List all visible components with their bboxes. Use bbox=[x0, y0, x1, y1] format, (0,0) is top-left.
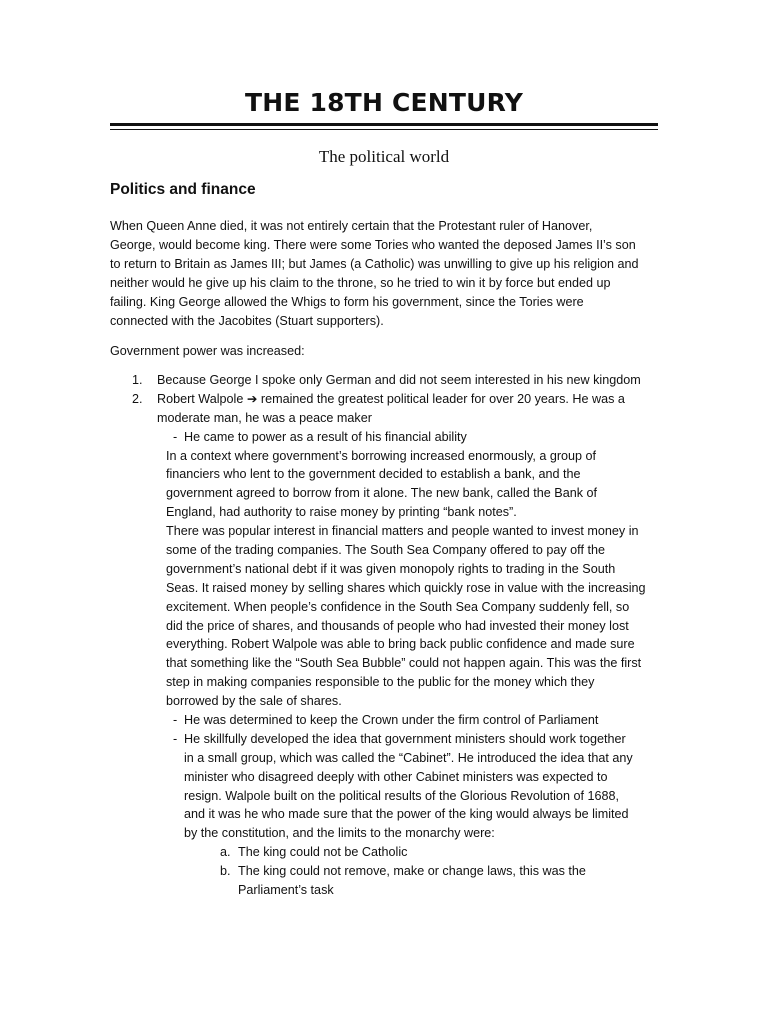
sub-list-label: b. bbox=[220, 864, 231, 879]
dash-item bbox=[110, 428, 670, 447]
sub-list-text: The king could not remove, make or change laws, this was the bbox=[238, 864, 586, 879]
dash-item bbox=[110, 711, 670, 730]
finance-line: did the price of shares, and thousands of people who had invested their money lost bbox=[166, 618, 629, 633]
cabinet-line: in a small group, which was called the “Cabinet”. He introduced the idea that any bbox=[184, 750, 633, 765]
sub-list-text: Parliament’s task bbox=[238, 883, 334, 898]
cabinet-line: and it was he who made sure that the power of the king would always be limited bbox=[184, 807, 629, 822]
list-item-text: moderate man, he was a peace maker bbox=[157, 410, 372, 425]
list-item-continuation bbox=[110, 409, 670, 428]
dash-item-text: He was determined to keep the Crown under the firm control of Parliament bbox=[184, 713, 599, 728]
intro-line: connected with the Jacobites (Stuart supporters). bbox=[110, 313, 384, 328]
cabinet-line: resign. Walpole built on the political results of the Glorious Revolution of 1688, bbox=[184, 788, 619, 803]
sub-list-text: The king could not be Catholic bbox=[238, 845, 408, 860]
cabinet-line: minister who disagreed deeply with other Cabinet ministers was expected to bbox=[184, 769, 608, 784]
title-rule-thin bbox=[110, 129, 658, 130]
sub-list-item bbox=[110, 862, 670, 881]
ordered-list bbox=[110, 371, 670, 900]
list-item bbox=[110, 371, 670, 390]
intro-line: to return to Britain as James III; but James (a Catholic) was unwilling to give up his religion and bbox=[110, 256, 639, 271]
dash-bullet: - bbox=[173, 713, 178, 728]
sub-list-item bbox=[110, 843, 670, 862]
list-item-text: Because George I spoke only German and did not seem interested in his new kingdom bbox=[157, 373, 641, 387]
list-item bbox=[110, 390, 670, 409]
finance-line: government’s national debt if it was given monopoly rights to trading in the South bbox=[166, 561, 616, 576]
list-number: 1. bbox=[132, 373, 143, 387]
intro-line: George, would become king. There were some Tories who wanted the deposed James II’s son bbox=[110, 237, 636, 252]
intro-line: When Queen Anne died, it was not entirely certain that the Protestant ruler of Hanover, bbox=[110, 219, 593, 233]
section-heading: Politics and finance bbox=[110, 181, 256, 198]
list-item-text: Robert Walpole ➔ remained the greatest political leader for over 20 years. He was a bbox=[157, 391, 625, 406]
dash-bullet: - bbox=[173, 429, 178, 444]
dash-item-text: He came to power as a result of his financial ability bbox=[184, 429, 467, 444]
finance-line: everything. Robert Walpole was able to bring back public confidence and made sure bbox=[166, 637, 635, 652]
intro-paragraph bbox=[110, 217, 658, 330]
finance-line: England, had authority to raise money by printing “bank notes”. bbox=[166, 505, 517, 520]
intro-line: failing. King George allowed the Whigs to form his government, since the Tories were bbox=[110, 294, 584, 309]
sub-list-continuation bbox=[110, 881, 670, 900]
cabinet-line: by the constitution, and the limits to the monarchy were: bbox=[184, 826, 495, 841]
finance-line: that something like the “South Sea Bubble” could not happen again. This was the first bbox=[166, 656, 642, 671]
finance-line: step in making companies responsible to the public for the money which they bbox=[166, 675, 595, 690]
dash-bullet: - bbox=[173, 731, 178, 746]
finance-line: In a context where government’s borrowing increased enormously, a group of bbox=[166, 448, 597, 463]
finance-line: financiers who lent to the government decided to establish a bank, and the bbox=[166, 467, 581, 482]
finance-line: excitement. When people’s confidence in the South Sea Company suddenly fell, so bbox=[166, 599, 630, 614]
finance-line: There was popular interest in financial matters and people wanted to invest money in bbox=[166, 524, 639, 539]
finance-line: some of the trading companies. The South Sea Company offered to pay off the bbox=[166, 543, 605, 558]
page-title: THE 18TH CENTURY bbox=[244, 88, 524, 117]
title-rule-thick bbox=[110, 123, 658, 126]
dash-item-text: He skillfully developed the idea that government ministers should work together bbox=[184, 731, 626, 746]
sub-list-label: a. bbox=[220, 845, 231, 860]
dash-item bbox=[110, 730, 670, 749]
finance-line: government agreed to borrow from it alone. The new bank, called the Bank of bbox=[166, 486, 598, 501]
page-subtitle: The political world bbox=[318, 147, 450, 166]
finance-line: Seas. It raised money by selling shares which quickly rose in value with the increasing bbox=[166, 580, 646, 595]
gov-power-line: Government power was increased: bbox=[110, 344, 305, 358]
finance-line: borrowed by the sale of shares. bbox=[166, 694, 342, 709]
list-number: 2. bbox=[132, 391, 143, 406]
intro-line: neither would he give up his claim to the throne, so he tried to win it by force but ended up bbox=[110, 275, 611, 290]
